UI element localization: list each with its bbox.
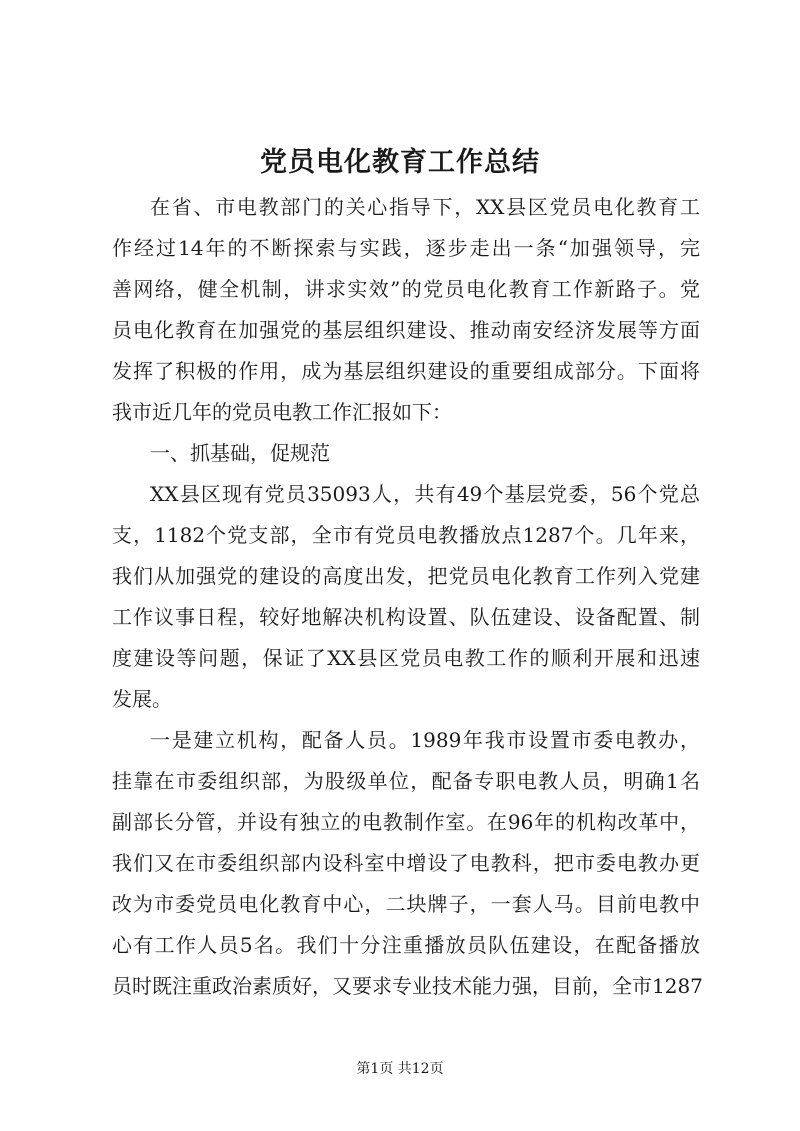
body-line: 我们又在市委组织部内设科室中增设了电教科，把市委电教办更 <box>112 851 700 875</box>
section-heading: 一、抓基础，促规范 <box>150 441 330 465</box>
body-line: 作经过14年的不断探索与实践，逐步走出一条“加强领导，完 <box>112 236 700 260</box>
body-line: 度建设等问题，保证了XX县区党员电教工作的顺利开展和迅速 <box>112 646 700 670</box>
document-title: 党员电化教育工作总结 <box>260 147 540 178</box>
body-line: 挂靠在市委组织部，为股级单位，配备专职电教人员，明确1名 <box>112 769 700 793</box>
body-line: 善网络，健全机制，讲求实效”的党员电化教育工作新路子。党 <box>112 277 700 301</box>
body-line: 副部长分管，并设有独立的电教制作室。在96年的机构改革中， <box>112 810 700 834</box>
body-line: 一是建立机构，配备人员。1989年我市设置市委电教办， <box>150 728 700 752</box>
body-line: 员时既注重政治素质好，又要求专业技术能力强，目前，全市1287 <box>112 974 703 998</box>
page-number: 第1页 共12页 <box>356 1061 444 1077</box>
body-line: 发挥了积极的作用，成为基层组织建设的重要组成部分。下面将 <box>112 359 700 383</box>
body-line: 心有工作人员5名。我们十分注重播放员队伍建设，在配备播放 <box>112 933 700 957</box>
body-line: 工作议事日程，较好地解决机构设置、队伍建设、设备配置、制 <box>112 605 700 629</box>
body-line: 我市近几年的党员电教工作汇报如下： <box>112 400 452 424</box>
body-line: 员电化教育在加强党的基层组织建设、推动南安经济发展等方面 <box>112 318 700 342</box>
body-line: 在省、市电教部门的关心指导下，XX县区党员电化教育工 <box>150 195 700 219</box>
body-line: XX县区现有党员35093人，共有49个基层党委，56个党总 <box>150 482 700 506</box>
body-line: 发展。 <box>112 687 172 711</box>
body-line: 改为市委党员电化教育中心，二块牌子，一套人马。目前电教中 <box>112 892 700 916</box>
body-line: 支，1182个党支部，全市有党员电教播放点1287个。几年来， <box>112 523 700 547</box>
body-line: 我们从加强党的建设的高度出发，把党员电化教育工作列入党建 <box>112 564 700 588</box>
